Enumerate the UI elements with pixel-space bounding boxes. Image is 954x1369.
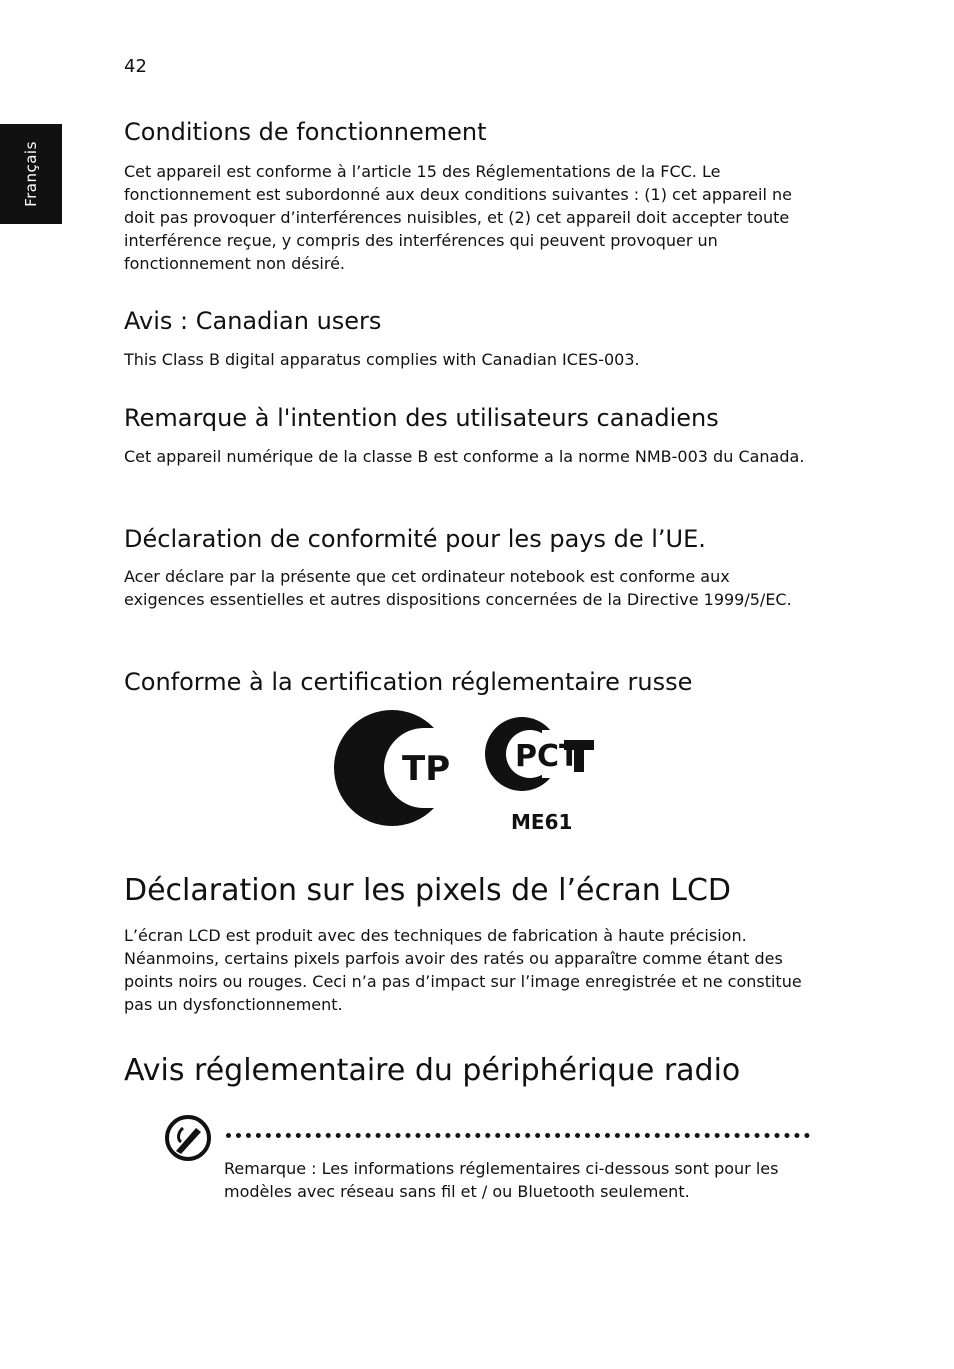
- note-divider: [226, 1133, 810, 1138]
- heading-lcd-pixels: Déclaration sur les pixels de l’écran LCD: [124, 873, 732, 908]
- gost-r-logo: [334, 710, 467, 826]
- heading-eu-declaration: Déclaration de conformité pour les pays de l’UE.: [124, 525, 706, 553]
- gost-logo-graphic: [330, 708, 600, 838]
- body-eu-declaration: Acer déclare par la présente que cet ordinateur notebook est conforme aux exigences essentielles et autres dispositions concernées de la Directive 1999/5/EC.: [124, 567, 792, 609]
- note-text: [224, 1157, 810, 1203]
- note-body: Les informations réglementaires ci-dessous sont pour les modèles avec réseau sans fil et / ou Bluetooth seulement.: [224, 1159, 779, 1201]
- gost-r-logo-text: TP: [402, 749, 451, 789]
- pct-logo: [485, 717, 594, 834]
- heading-canadian-remark: Remarque à l'intention des utilisateurs canadiens: [124, 404, 719, 432]
- language-tab-label: Français: [22, 141, 40, 207]
- note-label: Remarque :: [224, 1159, 317, 1178]
- page-number: 42: [124, 56, 147, 77]
- note-pen-icon: [164, 1114, 212, 1162]
- heading-radio-notice: Avis réglementaire du périphérique radio: [124, 1053, 741, 1088]
- body-operating-conditions: Cet appareil est conforme à l’article 15 des Réglementations de la FCC. Le fonctionnement est subordonné aux deux conditions suivantes : (1) cet appareil ne doit pas provoquer d’interférences nuisibles, et (2) cet appareil doit accepter toute interférence reçue, y compris des interférences qui peuvent provoquer un fonctionnement non désiré.: [124, 162, 792, 273]
- language-tab: [0, 124, 62, 224]
- russian-certification-logos: [330, 708, 600, 838]
- heading-canadian-users: Avis : Canadian users: [124, 307, 382, 335]
- heading-operating-conditions: Conditions de fonctionnement: [124, 118, 487, 146]
- body-canadian-remark: Cet appareil numérique de la classe B est conforme a la norme NMB-003 du Canada.: [124, 447, 805, 466]
- body-lcd-pixels: L’écran LCD est produit avec des techniques de fabrication à haute précision. Néanmoins, certains pixels parfois avoir des ratés ou apparaître comme étant des points noirs ou rouges. Ceci n’a pas d’impact sur l’image enregistrée et ne constitue pas un dysfonctionnement.: [124, 926, 802, 1014]
- heading-russian-certification: Conforme à la certification réglementaire russe: [124, 668, 693, 696]
- pct-logo-text: PCT: [515, 739, 580, 774]
- body-canadian-users: This Class B digital apparatus complies with Canadian ICES-003.: [124, 350, 640, 369]
- pct-logo-caption: ME61: [511, 810, 573, 834]
